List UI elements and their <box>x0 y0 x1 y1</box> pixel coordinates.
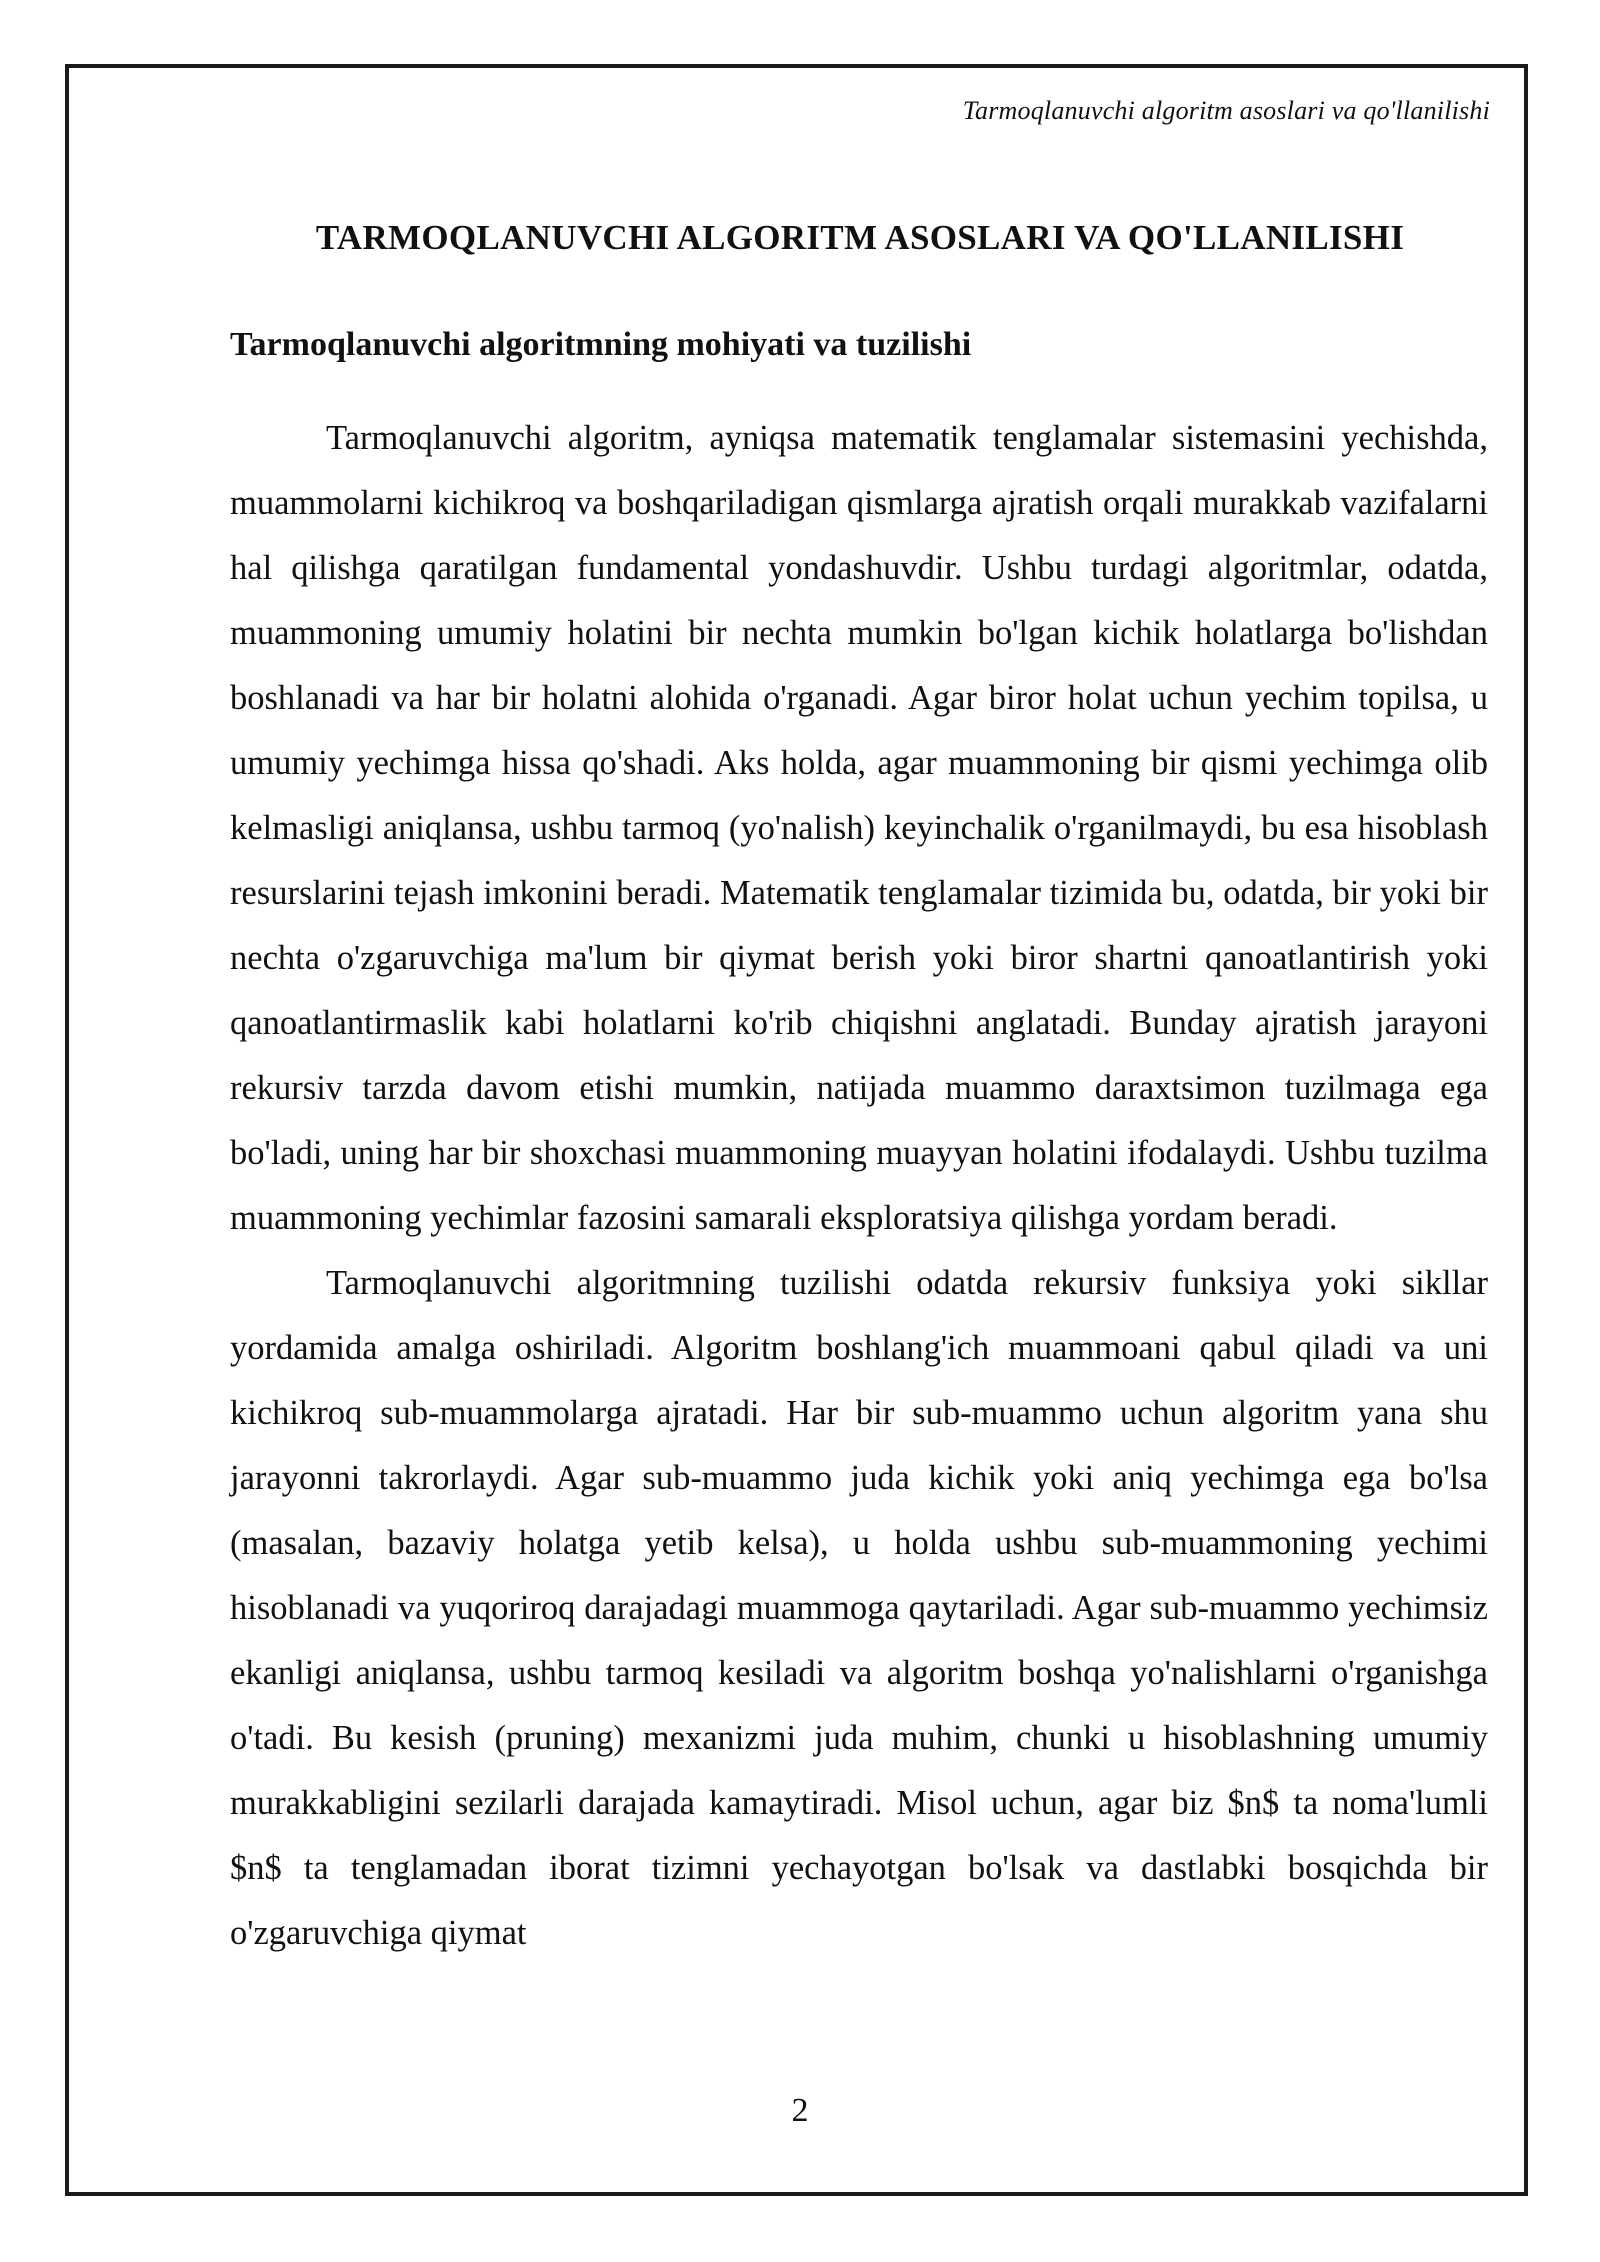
running-header: Tarmoqlanuvchi algoritm asoslari va qo'llanilishi <box>962 96 1490 125</box>
paragraph: Tarmoqlanuvchi algoritmning tuzilishi odatda rekursiv funksiya yoki sikllar yordamida amalga oshiriladi. Algoritm boshlang'ich muammoani qabul qiladi va uni kichikroq sub-muammolarga ajratadi. Har bir sub-muammo uchun algoritm yana shu jarayonni takrorlaydi. Agar sub-muammo juda kichik yoki aniq yechimga ega bo'lsa (masalan, bazaviy holatga yetib kelsa), u holda ushbu sub-muammoning yechimi hisoblanadi va yuqoriroq darajadagi muammoga qaytariladi. Agar sub-muammo yechimsiz ekanligi aniqlansa, ushbu tarmoq kesiladi va algoritm boshqa yo'nalishlarni o'rganishga o'tadi. Bu kesish (pruning) mexanizmi juda muhim, chunki u hisoblashning umumiy murakkabligini sezilarli darajada kamaytiradi. Misol uchun, agar biz $n$ ta noma'lumli $n$ ta tenglamadan iborat tizimni yechayotgan bo'lsak va dastlabki bosqichda bir o'zgaruvchiga qiymat <box>230 1264 1488 1952</box>
body-text <box>230 406 1488 1966</box>
section-heading: Tarmoqlanuvchi algoritmning mohiyati va tuzilishi <box>230 326 972 363</box>
paragraph: Tarmoqlanuvchi algoritm, ayniqsa matematik tenglamalar sistemasini yechishda, muammolarni kichikroq va boshqariladigan qismlarga ajratish orqali murakkab vazifalarni hal qilishga qaratilgan fundamental yondashuvdir. Ushbu turdagi algoritmlar, odatda, muammoning umumiy holatini bir nechta mumkin bo'lgan kichik holatlarga bo'lishdan boshlanadi va har bir holatni alohida o'rganadi. Agar biror holat uchun yechim topilsa, u umumiy yechimga hissa qo'shadi. Aks holda, agar muammoning bir qismi yechimga olib kelmasligi aniqlansa, ushbu tarmoq (yo'nalish) keyinchalik o'rganilmaydi, bu esa hisoblash resurslarini tejash imkonini beradi. Matematik tenglamalar tizimida bu, odatda, bir yoki bir nechta o'zgaruvchiga ma'lum bir qiymat berish yoki biror shartni qanoatlantirish yoki qanoatlantirmaslik kabi holatlarni ko'rib chiqishni anglatadi. Bunday ajratish jarayoni rekursiv tarzda davom etishi mumkin, natijada muammo daraxtsimon tuzilmaga ega bo'ladi, uning har bir shoxchasi muammoning muayyan holatini ifodalaydi. Ushbu tuzilma muammoning yechimlar fazosini samarali eksploratsiya qilishga yordam beradi. <box>230 419 1488 1237</box>
document-title: TARMOQLANUVCHI ALGORITM ASOSLARI VA QO'LLANILISHI <box>315 218 1405 257</box>
page-number: 2 <box>791 2092 809 2129</box>
